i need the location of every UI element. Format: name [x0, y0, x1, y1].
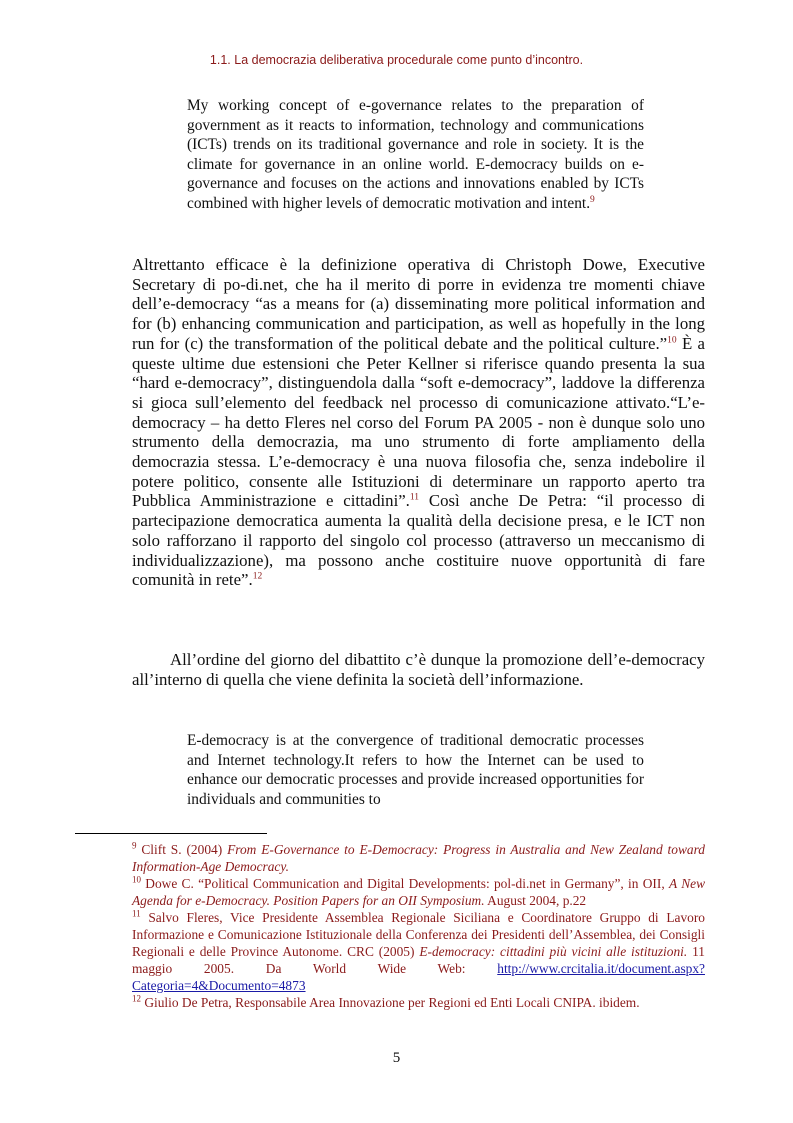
running-header: 1.1. La democrazia deliberativa procedurale come punto d’incontro.: [209, 53, 584, 67]
footnote-12-text: Giulio De Petra, Responsabile Area Innovazione per Regioni ed Enti Locali CNIPA. ibidem.: [141, 995, 640, 1010]
footnote-ref-10[interactable]: 10: [667, 335, 677, 346]
paragraph-1-part-b: È a queste ultime due estensioni che Peter Kellner si riferisce quando presenta la sua “hard e-democracy”, distinguendola dalla “soft e-democracy”, laddove la differenza si gioca sull’elemento del feedback nel processo di comunicazione attivato.“L’e-democracy – ha detto Fleres nel corso del Forum PA 2005 - non è dunque solo uno strumento della democrazia, ma uno strumento di forte ampliamento della democrazia stessa. L’e-democracy è una nuova filosofia che, senza indebolire il potere politico, consente alle Istituzioni di determinare un rapporto aperto tra Pubblica Amministrazione e cittadini”.: [132, 333, 705, 511]
footnote-9-text: Clift S. (2004): [136, 842, 228, 857]
footnote-11-number: 11: [132, 908, 141, 919]
footnote-9-title: From E-Governance to E-Democracy: Progress in Australia and New Zealand toward Information-Age Democracy.: [132, 842, 706, 874]
block-quote-2: E-democracy is at the convergence of traditional democratic processes and Internet technology.It refers to how the Internet can be used to enhance our democratic processes and provide increased opportunities for individuals and communities to: [187, 732, 644, 808]
quote-1-text: My working concept of e-governance relates to the preparation of government as it reacts to information, technology and communications (ICTs) trends on its traditional governance and role in society. It is the climate for governance in an online world. E-democracy builds on e-governance and focuses on the actions and innovations enabled by ICTs combined with higher levels of democratic motivation and intent.: [187, 97, 644, 212]
footnote-12-number: 12: [132, 993, 141, 1004]
footnote-11: [132, 909, 705, 994]
paragraph-1-part-c: Così anche De Petra: “il processo di partecipazione democratica aumenta la qualità della decisione presa, e le ICT non solo rafforzano il rapporto del singolo col processo (attraverso un meccanismo di individualizzazione), ma possono anche costituire nuove opportunità di fare comunità in rete”.: [132, 491, 706, 590]
footnote-10-title: A New Agenda for e-Democracy. Position Papers for an OII Symposium.: [132, 876, 705, 908]
footnote-ref-9[interactable]: 9: [590, 194, 595, 205]
footnote-10-text: Dowe C. “Political Communication and Digital Developments: pol-di.net in Germany”, in OII,: [141, 876, 669, 891]
footnote-11-date: 11 maggio 2005. Da World Wide Web:: [132, 944, 705, 976]
footnote-10: [132, 875, 705, 909]
footnote-11-text: Salvo Fleres, Vice Presidente Assemblea Regionale Siciliana e Coordinatore Gruppo di Lavoro Informazione e Comunicazione Istituzionale della Conferenza dei Presidenti dell’Assemblea, dei Consigli Regionali e delle Province Autonome. CRC (2005): [132, 910, 705, 959]
footnote-separator: [75, 833, 267, 834]
paragraph-2: All’ordine del giorno del dibattito c’è dunque la promozione dell’e-democracy all’interno di quella che viene definita la società dell’informazione.: [132, 650, 705, 689]
footnote-10-number: 10: [132, 874, 141, 885]
paragraph-1: [132, 255, 705, 590]
footnote-12: [132, 994, 705, 1011]
footnote-ref-12[interactable]: 12: [252, 571, 263, 582]
footnote-11-title: E-democracy: cittadini più vicini alle istituzioni.: [419, 944, 688, 959]
footnotes: [132, 841, 705, 1011]
block-quote-1: [187, 96, 644, 213]
footnote-9: [132, 841, 705, 875]
footnote-10-date: August 2004, p.22: [484, 893, 587, 908]
paragraph-1-part-a: Altrettanto efficace è la definizione operativa di Christoph Dowe, Executive Secretary di po-di.net, che ha il merito di porre in evidenza tre momenti chiave dell’e-democracy “as a means for (a) disseminating more political information and for (b) enhancing communication and participation, as well as hopefully in the long run for (c) the transformation of the political debate and the political culture.”: [132, 255, 705, 353]
footnote-9-number: 9: [132, 840, 137, 851]
footnote-ref-11[interactable]: 11: [409, 492, 420, 503]
footnote-11-link[interactable]: http://www.crcitalia.it/document.aspx?Categoria=4&Documento=4873: [132, 961, 705, 993]
page-number: 5: [392, 1050, 401, 1066]
